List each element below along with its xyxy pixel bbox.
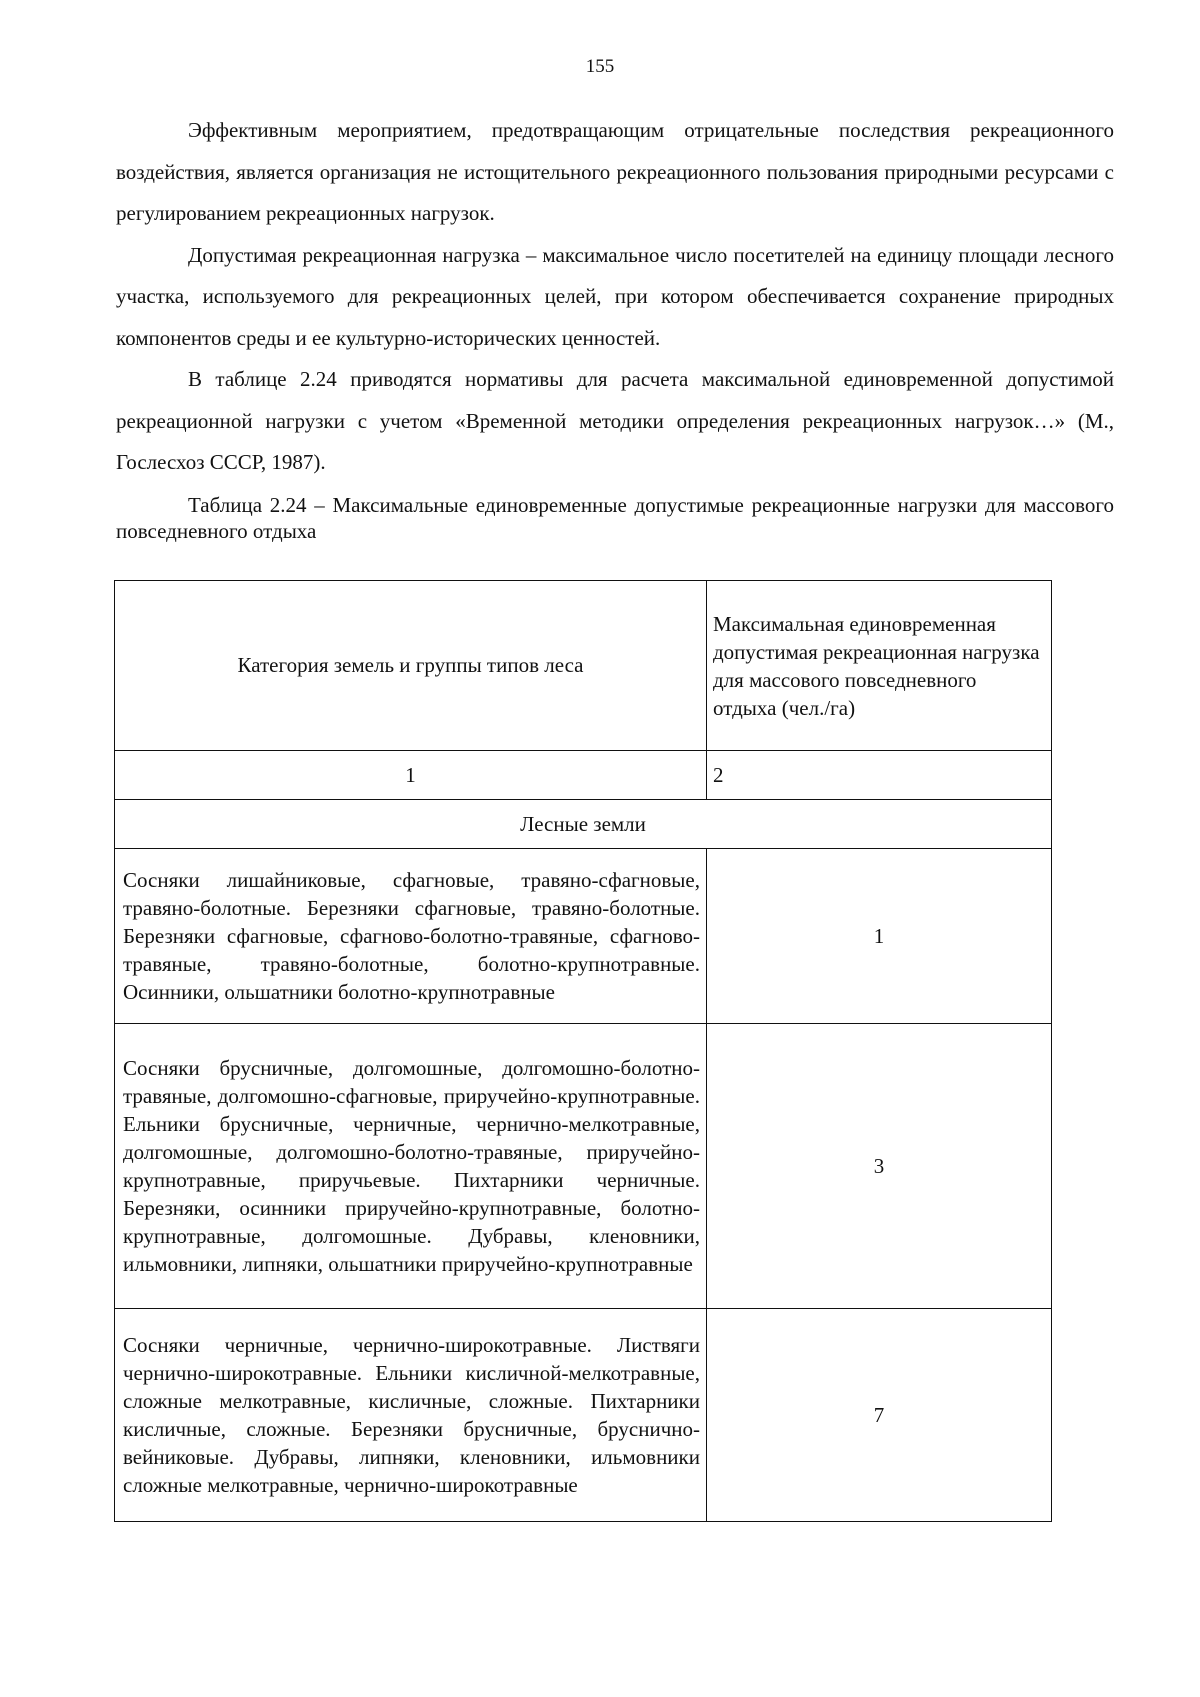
section-row	[115, 800, 1052, 849]
row-category: Сосняки черничные, чернично-широкотравные. Листвяги чернично-широкотравные. Ельники кисличной-мелкотравные, сложные мелкотравные, кисличные, сложные. Пихтарники кисличные, сложные. Березняки брусничные, бруснично-вейниковые. Дубравы, липняки, кленовники, ильмовники сложные мелкотравные, чернично-широкотравные	[115, 1309, 707, 1522]
paragraph: В таблице 2.24 приводятся нормативы для расчета максимальной единовременной допустимой рекреационной нагрузки с учетом «Временной методики определения рекреационных нагрузок…» (М., Гослесхоз СССР, 1987).	[116, 367, 1114, 474]
body-text	[116, 110, 1114, 544]
page-number: 155	[585, 56, 615, 77]
recreational-load-table	[114, 580, 1052, 1522]
table-header-row	[115, 581, 1052, 751]
header-category: Категория земель и группы типов леса	[115, 581, 707, 751]
row-value: 1	[707, 849, 1052, 1024]
row-category: Сосняки брусничные, долгомошные, долгомошно-болотно-травяные, долгомошно-сфагновые, приручейно-крупнотравные. Ельники брусничные, черничные, чернично-мелкотравные, долгомошные, долгомошно-болотно-травяные, приручейно-крупнотравные, приручьевые. Пихтарники черничные. Березняки, осинники приручейно-крупнотравные, болотно-крупнотравные, долгомошные. Дубравы, кленовники, ильмовники, липняки, ольшатники приручейно-крупнотравные	[115, 1024, 707, 1309]
row-value: 3	[707, 1024, 1052, 1309]
row-value: 7	[707, 1309, 1052, 1522]
column-number-row	[115, 751, 1052, 800]
column-number: 1	[115, 751, 707, 800]
paragraph: Допустимая рекреационная нагрузка – максимальное число посетителей на единицу площади лесного участка, используемого для рекреационных целей, при котором обеспечивается сохранение природных компонентов среды и ее культурно-исторических ценностей.	[116, 242, 1114, 350]
table-row	[115, 849, 1052, 1024]
table-row	[115, 1309, 1052, 1522]
column-number: 2	[707, 751, 1052, 800]
table-caption: Таблица 2.24 – Максимальные единовременные допустимые рекреационные нагрузки для массового повседневного отдыха	[116, 492, 1114, 543]
section-title: Лесные земли	[115, 800, 1052, 849]
header-max-load: Максимальная единовременная допустимая рекреационная нагрузка для массового повседневного отдыха (чел./га)	[707, 581, 1052, 751]
table-row	[115, 1024, 1052, 1309]
paragraph: Эффективным мероприятием, предотвращающим отрицательные последствия рекреационного воздействия, является организация не истощительного рекреационного пользования природными ресурсами с регулированием рекреационных нагрузок.	[116, 118, 1114, 225]
row-category: Сосняки лишайниковые, сфагновые, травяно-сфагновые, травяно-болотные. Березняки сфагновые, травяно-болотные. Березняки сфагновые, сфагново-болотно-травяные, сфагново-травяные, травяно-болотные, болотно-крупнотравные. Осинники, ольшатники болотно-крупнотравные	[115, 849, 707, 1024]
